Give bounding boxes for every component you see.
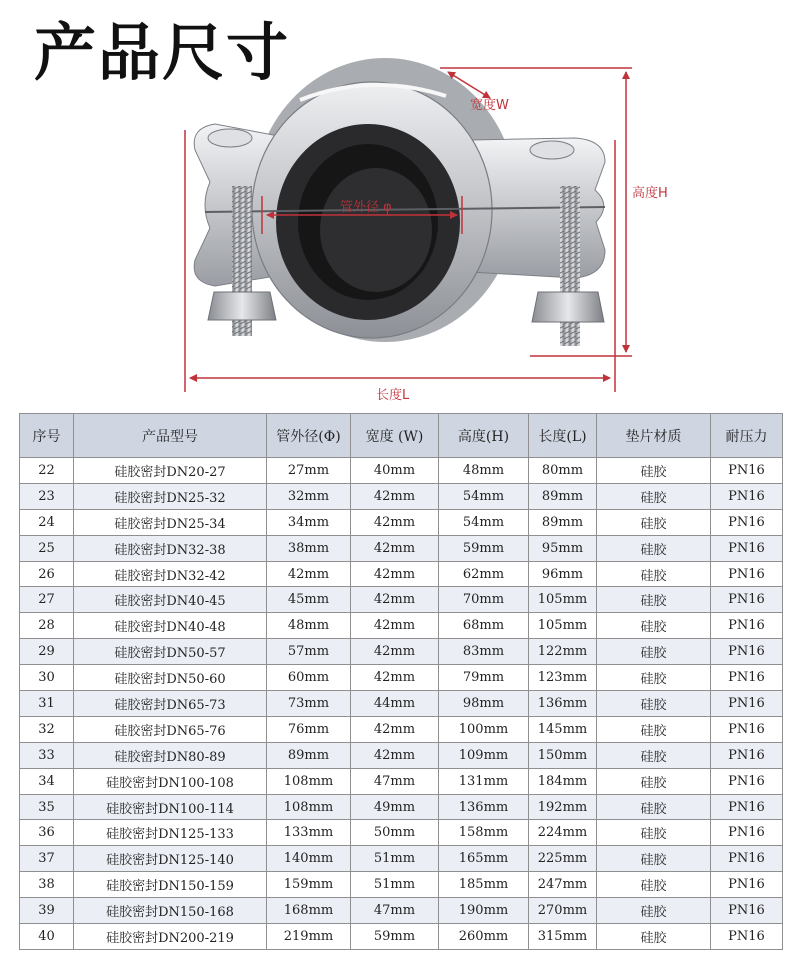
cell-pressure-rating: PN16 [711, 898, 783, 924]
cell-length: 192mm [529, 794, 597, 820]
cell-model: 硅胶密封DN32-38 [74, 535, 267, 561]
cell-pressure-rating: PN16 [711, 872, 783, 898]
cell-model: 硅胶密封DN20-27 [74, 458, 267, 484]
header-gasket-material: 垫片材质 [597, 414, 711, 458]
cell-index: 37 [20, 846, 74, 872]
header-width: 宽度 (W) [351, 414, 439, 458]
cell-height: 136mm [439, 794, 529, 820]
cell-model: 硅胶密封DN100-114 [74, 794, 267, 820]
cell-model: 硅胶密封DN40-45 [74, 587, 267, 613]
cell-length: 122mm [529, 639, 597, 665]
cell-height: 185mm [439, 872, 529, 898]
cell-index: 22 [20, 458, 74, 484]
cell-gasket-material: 硅胶 [597, 535, 711, 561]
cell-width: 40mm [351, 458, 439, 484]
cell-pressure-rating: PN16 [711, 716, 783, 742]
cell-length: 184mm [529, 768, 597, 794]
cell-model: 硅胶密封DN150-159 [74, 872, 267, 898]
cell-height: 68mm [439, 613, 529, 639]
cell-width: 42mm [351, 639, 439, 665]
cell-width: 44mm [351, 691, 439, 717]
page-title: 产品尺寸 [34, 16, 291, 89]
cell-width: 50mm [351, 820, 439, 846]
cell-model: 硅胶密封DN50-57 [74, 639, 267, 665]
cell-index: 35 [20, 794, 74, 820]
spec-table [19, 413, 783, 950]
cell-index: 39 [20, 898, 74, 924]
table-row [20, 535, 783, 561]
cell-gasket-material: 硅胶 [597, 458, 711, 484]
cell-height: 158mm [439, 820, 529, 846]
cell-width: 42mm [351, 613, 439, 639]
cell-length: 123mm [529, 665, 597, 691]
cell-model: 硅胶密封DN150-168 [74, 898, 267, 924]
cell-pipe-od: 73mm [267, 691, 351, 717]
cell-pressure-rating: PN16 [711, 613, 783, 639]
cell-index: 31 [20, 691, 74, 717]
cell-gasket-material: 硅胶 [597, 561, 711, 587]
table-row [20, 924, 783, 950]
cell-width: 42mm [351, 742, 439, 768]
cell-index: 25 [20, 535, 74, 561]
cell-height: 79mm [439, 665, 529, 691]
cell-height: 100mm [439, 716, 529, 742]
table-row [20, 794, 783, 820]
cell-pipe-od: 89mm [267, 742, 351, 768]
table-row [20, 872, 783, 898]
cell-height: 48mm [439, 458, 529, 484]
cell-index: 33 [20, 742, 74, 768]
cell-gasket-material: 硅胶 [597, 613, 711, 639]
cell-gasket-material: 硅胶 [597, 742, 711, 768]
cell-model: 硅胶密封DN200-219 [74, 924, 267, 950]
cell-height: 54mm [439, 483, 529, 509]
cell-height: 109mm [439, 742, 529, 768]
cell-length: 89mm [529, 509, 597, 535]
table-row [20, 561, 783, 587]
cell-height: 131mm [439, 768, 529, 794]
cell-index: 34 [20, 768, 74, 794]
cell-gasket-material: 硅胶 [597, 639, 711, 665]
cell-width: 42mm [351, 561, 439, 587]
cell-index: 28 [20, 613, 74, 639]
pipe-od-label: 管外径 φ [340, 200, 392, 215]
cell-gasket-material: 硅胶 [597, 716, 711, 742]
cell-model: 硅胶密封DN80-89 [74, 742, 267, 768]
cell-width: 47mm [351, 898, 439, 924]
cell-height: 190mm [439, 898, 529, 924]
table-row [20, 742, 783, 768]
cell-model: 硅胶密封DN40-48 [74, 613, 267, 639]
table-row [20, 613, 783, 639]
cell-length: 95mm [529, 535, 597, 561]
cell-model: 硅胶密封DN65-73 [74, 691, 267, 717]
cell-length: 315mm [529, 924, 597, 950]
cell-index: 30 [20, 665, 74, 691]
cell-length: 105mm [529, 613, 597, 639]
cell-pipe-od: 27mm [267, 458, 351, 484]
cell-length: 150mm [529, 742, 597, 768]
cell-model: 硅胶密封DN125-133 [74, 820, 267, 846]
cell-gasket-material: 硅胶 [597, 820, 711, 846]
cell-pipe-od: 219mm [267, 924, 351, 950]
table-row [20, 846, 783, 872]
cell-gasket-material: 硅胶 [597, 794, 711, 820]
cell-pressure-rating: PN16 [711, 458, 783, 484]
cell-pressure-rating: PN16 [711, 665, 783, 691]
cell-pressure-rating: PN16 [711, 691, 783, 717]
table-row [20, 716, 783, 742]
cell-gasket-material: 硅胶 [597, 587, 711, 613]
cell-gasket-material: 硅胶 [597, 846, 711, 872]
cell-pressure-rating: PN16 [711, 483, 783, 509]
cell-index: 27 [20, 587, 74, 613]
width-label: 宽度W [470, 98, 509, 113]
cell-width: 59mm [351, 924, 439, 950]
cell-pipe-od: 108mm [267, 768, 351, 794]
cell-pipe-od: 34mm [267, 509, 351, 535]
cell-gasket-material: 硅胶 [597, 665, 711, 691]
cell-pressure-rating: PN16 [711, 846, 783, 872]
cell-model: 硅胶密封DN65-76 [74, 716, 267, 742]
header-pipe-od: 管外径(Φ) [267, 414, 351, 458]
cell-width: 42mm [351, 665, 439, 691]
cell-pipe-od: 57mm [267, 639, 351, 665]
cell-pressure-rating: PN16 [711, 587, 783, 613]
table-row [20, 587, 783, 613]
cell-width: 42mm [351, 535, 439, 561]
cell-pipe-od: 140mm [267, 846, 351, 872]
table-row [20, 483, 783, 509]
cell-index: 26 [20, 561, 74, 587]
cell-pipe-od: 45mm [267, 587, 351, 613]
header-pressure-rating: 耐压力 [711, 414, 783, 458]
cell-pressure-rating: PN16 [711, 820, 783, 846]
cell-gasket-material: 硅胶 [597, 872, 711, 898]
header-height: 高度(H) [439, 414, 529, 458]
cell-index: 23 [20, 483, 74, 509]
cell-pipe-od: 133mm [267, 820, 351, 846]
table-header-row [20, 414, 783, 458]
cell-width: 49mm [351, 794, 439, 820]
header-model: 产品型号 [74, 414, 267, 458]
cell-pressure-rating: PN16 [711, 535, 783, 561]
cell-model: 硅胶密封DN25-32 [74, 483, 267, 509]
table-row [20, 639, 783, 665]
cell-pipe-od: 60mm [267, 665, 351, 691]
cell-model: 硅胶密封DN50-60 [74, 665, 267, 691]
table-row [20, 509, 783, 535]
cell-pressure-rating: PN16 [711, 794, 783, 820]
cell-model: 硅胶密封DN32-42 [74, 561, 267, 587]
cell-pressure-rating: PN16 [711, 768, 783, 794]
cell-gasket-material: 硅胶 [597, 483, 711, 509]
cell-pressure-rating: PN16 [711, 639, 783, 665]
cell-gasket-material: 硅胶 [597, 509, 711, 535]
cell-pipe-od: 159mm [267, 872, 351, 898]
header-index: 序号 [20, 414, 74, 458]
cell-width: 42mm [351, 509, 439, 535]
cell-length: 80mm [529, 458, 597, 484]
cell-height: 83mm [439, 639, 529, 665]
cell-length: 105mm [529, 587, 597, 613]
length-label: 长度L [376, 388, 410, 403]
cell-height: 59mm [439, 535, 529, 561]
cell-height: 260mm [439, 924, 529, 950]
cell-length: 270mm [529, 898, 597, 924]
clamp-dimension-diagram [0, 0, 800, 410]
cell-width: 51mm [351, 846, 439, 872]
cell-index: 24 [20, 509, 74, 535]
cell-pressure-rating: PN16 [711, 742, 783, 768]
table-row [20, 665, 783, 691]
cell-height: 62mm [439, 561, 529, 587]
cell-height: 98mm [439, 691, 529, 717]
cell-length: 89mm [529, 483, 597, 509]
cell-width: 42mm [351, 483, 439, 509]
cell-length: 96mm [529, 561, 597, 587]
cell-width: 47mm [351, 768, 439, 794]
cell-gasket-material: 硅胶 [597, 691, 711, 717]
cell-gasket-material: 硅胶 [597, 898, 711, 924]
cell-width: 42mm [351, 587, 439, 613]
cell-length: 225mm [529, 846, 597, 872]
cell-length: 247mm [529, 872, 597, 898]
spec-table-body [20, 458, 783, 950]
cell-width: 51mm [351, 872, 439, 898]
cell-pressure-rating: PN16 [711, 509, 783, 535]
cell-model: 硅胶密封DN100-108 [74, 768, 267, 794]
cell-length: 224mm [529, 820, 597, 846]
header-length: 长度(L) [529, 414, 597, 458]
cell-index: 36 [20, 820, 74, 846]
height-label: 高度H [632, 186, 668, 201]
cell-width: 42mm [351, 716, 439, 742]
cell-index: 32 [20, 716, 74, 742]
table-row [20, 820, 783, 846]
cell-index: 40 [20, 924, 74, 950]
cell-index: 29 [20, 639, 74, 665]
table-row [20, 898, 783, 924]
cell-pipe-od: 42mm [267, 561, 351, 587]
table-row [20, 458, 783, 484]
cell-model: 硅胶密封DN125-140 [74, 846, 267, 872]
cell-pressure-rating: PN16 [711, 561, 783, 587]
cell-length: 136mm [529, 691, 597, 717]
cell-pipe-od: 108mm [267, 794, 351, 820]
cell-pipe-od: 38mm [267, 535, 351, 561]
cell-pipe-od: 168mm [267, 898, 351, 924]
cell-gasket-material: 硅胶 [597, 768, 711, 794]
cell-pipe-od: 32mm [267, 483, 351, 509]
cell-height: 165mm [439, 846, 529, 872]
table-row [20, 691, 783, 717]
cell-pressure-rating: PN16 [711, 924, 783, 950]
cell-index: 38 [20, 872, 74, 898]
cell-height: 70mm [439, 587, 529, 613]
cell-model: 硅胶密封DN25-34 [74, 509, 267, 535]
cell-height: 54mm [439, 509, 529, 535]
cell-length: 145mm [529, 716, 597, 742]
cell-pipe-od: 48mm [267, 613, 351, 639]
cell-pipe-od: 76mm [267, 716, 351, 742]
cell-gasket-material: 硅胶 [597, 924, 711, 950]
table-row [20, 768, 783, 794]
